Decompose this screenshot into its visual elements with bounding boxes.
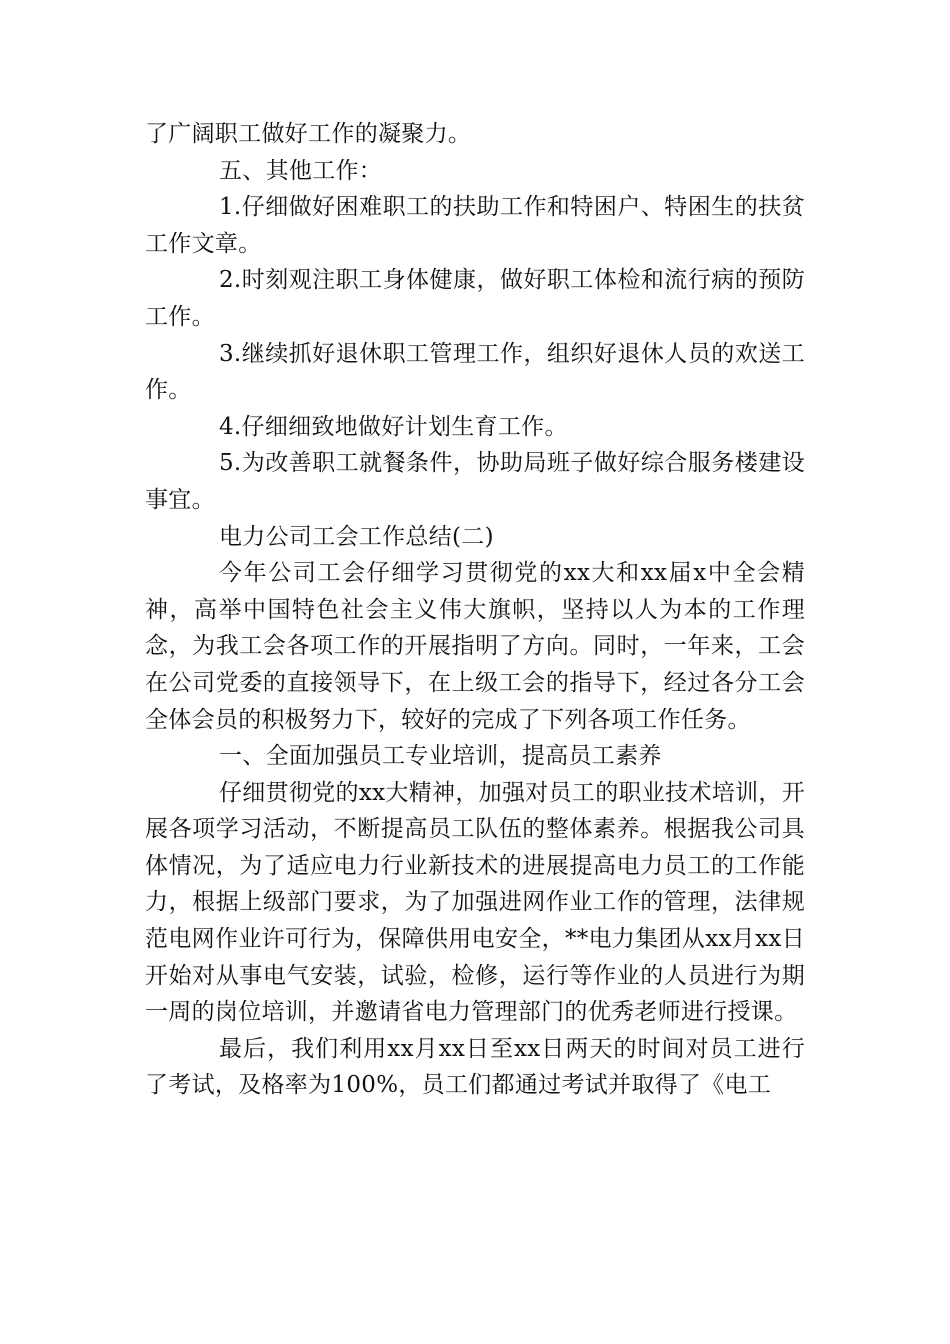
paragraph: 今年公司工会仔细学习贯彻党的xx大和xx届x中全会精神，高举中国特色社会主义伟大旗帜，坚持以人为本的工作理念，为我工会各项工作的开展指明了方向。同时，一年来，工会在公司党委的直接领导下，在上级工会的指导下，经过各分工会全体会员的积极努力下，较好的完成了下列各项工作任务。 (145, 560, 805, 733)
section-heading-training: 一、全面加强员工专业培训，提高员工素养 (219, 743, 662, 770)
document-body (145, 116, 805, 1104)
list-item: 1.仔细做好困难职工的扶助工作和特困户、特困生的扶贫工作文章。 (145, 194, 805, 257)
list-item: 2.时刻观注职工身体健康，做好职工体检和流行病的预防工作。 (145, 267, 805, 330)
section-heading-other-work: 五、其他工作： (219, 157, 383, 184)
paragraph: 了广阔职工做好工作的凝聚力。 (145, 121, 472, 147)
paragraph: 最后，我们利用xx月xx日至xx日两天的时间对员工进行了考试，及格率为100%，员工们都通过考试并取得了《电工 (145, 1035, 805, 1099)
paragraph: 仔细贯彻党的xx大精神，加强对员工的职业技术培训，开展各项学习活动，不断提高员工队伍的整体素养。根据我公司具体情况，为了适应电力行业新技术的进展提高电力员工的工作能力，根据上级部门要求，为了加强进网作业工作的管理，法律规范电网作业许可行为，保障供用电安全，**电力集团从xx月xx日开始对从事电气安装，试验，检修，运行等作业的人员进行为期一周的岗位培训，并邀请省电力管理部门的优秀老师进行授课。 (145, 779, 805, 1026)
list-item: 4.仔细细致地做好计划生育工作。 (219, 413, 568, 440)
document-subtitle: 电力公司工会工作总结(二) (219, 523, 494, 550)
list-item: 5.为改善职工就餐条件，协助局班子做好综合服务楼建设事宜。 (145, 450, 805, 513)
list-item: 3.继续抓好退休职工管理工作，组织好退休人员的欢送工作。 (145, 340, 805, 404)
